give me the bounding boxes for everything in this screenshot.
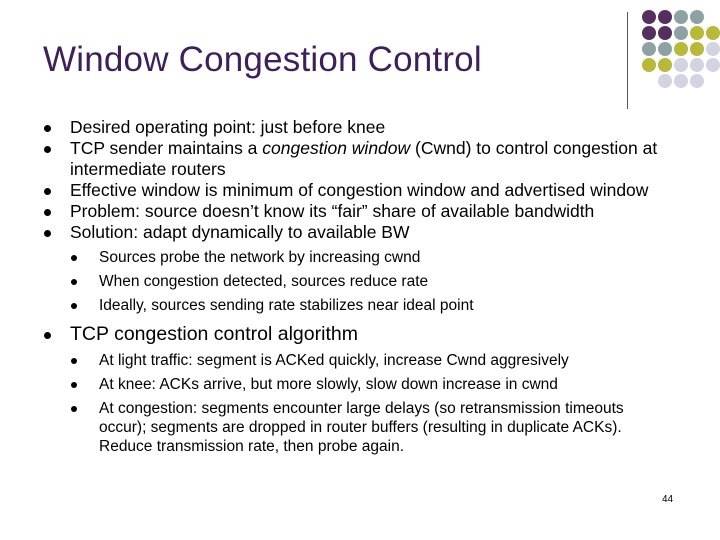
sub-bullet-item [71, 296, 684, 315]
slide-title: Window Congestion Control [43, 40, 482, 79]
bullet-item [44, 222, 684, 243]
sub-bullet-item [71, 399, 649, 456]
dot [658, 26, 672, 40]
sub-bullet-text: Ideally, sources sending rate stabilizes near ideal point [99, 297, 474, 314]
title-divider-line [627, 12, 628, 109]
bullet-text: Problem: source doesn’t know its “fair” share of available bandwidth [70, 201, 595, 221]
bullet-text: Desired operating point: just before knee [70, 117, 386, 137]
page-number: 44 [662, 494, 674, 505]
dot [706, 26, 720, 40]
bullet-dot-icon [44, 188, 51, 195]
dot [690, 42, 704, 56]
bullet-dot-icon [71, 406, 77, 412]
dot [658, 10, 672, 24]
bullet-item [44, 117, 684, 138]
dot [658, 42, 672, 56]
dot [658, 74, 672, 88]
bullet-dot-icon [44, 332, 51, 339]
bullet-dot-icon [71, 358, 77, 364]
dot [690, 74, 704, 88]
dot [658, 58, 672, 72]
dot [690, 58, 704, 72]
sub-bullet-item [71, 375, 684, 394]
bullet-text: TCP congestion control algorithm [70, 323, 358, 345]
sub-bullet-text: When congestion detected, sources reduce rate [99, 273, 429, 290]
bullet-dot-icon [71, 255, 77, 261]
dot [642, 58, 656, 72]
bullet-dot-icon [71, 303, 77, 309]
bullet-dot-icon [44, 230, 51, 237]
sub-bullet-text: At knee: ACKs arrive, but more slowly, slow down increase in cwnd [99, 376, 558, 393]
bullet-dot-icon [44, 125, 51, 132]
bullet-dot-icon [44, 146, 51, 153]
dot [674, 26, 688, 40]
bullet-item [44, 323, 684, 346]
sub-bullet-item [71, 351, 684, 370]
bullet-dot-icon [44, 209, 51, 216]
bullet-text: Effective window is minimum of congestion window and advertised window [70, 180, 649, 200]
sub-bullet-text: At light traffic: segment is ACKed quickly, increase Cwnd aggresively [99, 352, 569, 369]
bullet-text-emphasis: congestion window [262, 138, 411, 158]
dot [642, 10, 656, 24]
dot [674, 42, 688, 56]
sub-bullet-item [71, 248, 684, 267]
bullet-text: Solution: adapt dynamically to available BW [70, 222, 410, 242]
bullet-item [44, 138, 684, 180]
dot [706, 58, 720, 72]
sub-bullet-text: Sources probe the network by increasing cwnd [99, 249, 421, 266]
bullet-text-post: (Cwnd) to control congestion at intermediate routers [70, 138, 658, 179]
bullet-dot-icon [71, 279, 77, 285]
dot [642, 26, 656, 40]
bullet-text-pre: TCP sender maintains a [70, 138, 263, 158]
dot [690, 26, 704, 40]
dot [706, 42, 720, 56]
sub-bullet-list [44, 351, 684, 456]
dot [674, 58, 688, 72]
sub-bullet-text: At congestion: segments encounter large delays (so retransmission timeouts occur); segments are dropped in router buffers (resulting in duplicate ACKs). Reduce transmission rate, then probe again. [99, 400, 624, 455]
sub-bullet-item [71, 272, 684, 291]
decorative-dot-grid [636, 10, 720, 94]
dot [642, 42, 656, 56]
sub-bullet-list [44, 248, 684, 315]
dot [674, 74, 688, 88]
bullet-item [44, 201, 684, 222]
bullet-dot-icon [71, 382, 77, 388]
dot [690, 10, 704, 24]
slide-body [44, 117, 684, 462]
dot [674, 10, 688, 24]
bullet-item [44, 180, 684, 201]
